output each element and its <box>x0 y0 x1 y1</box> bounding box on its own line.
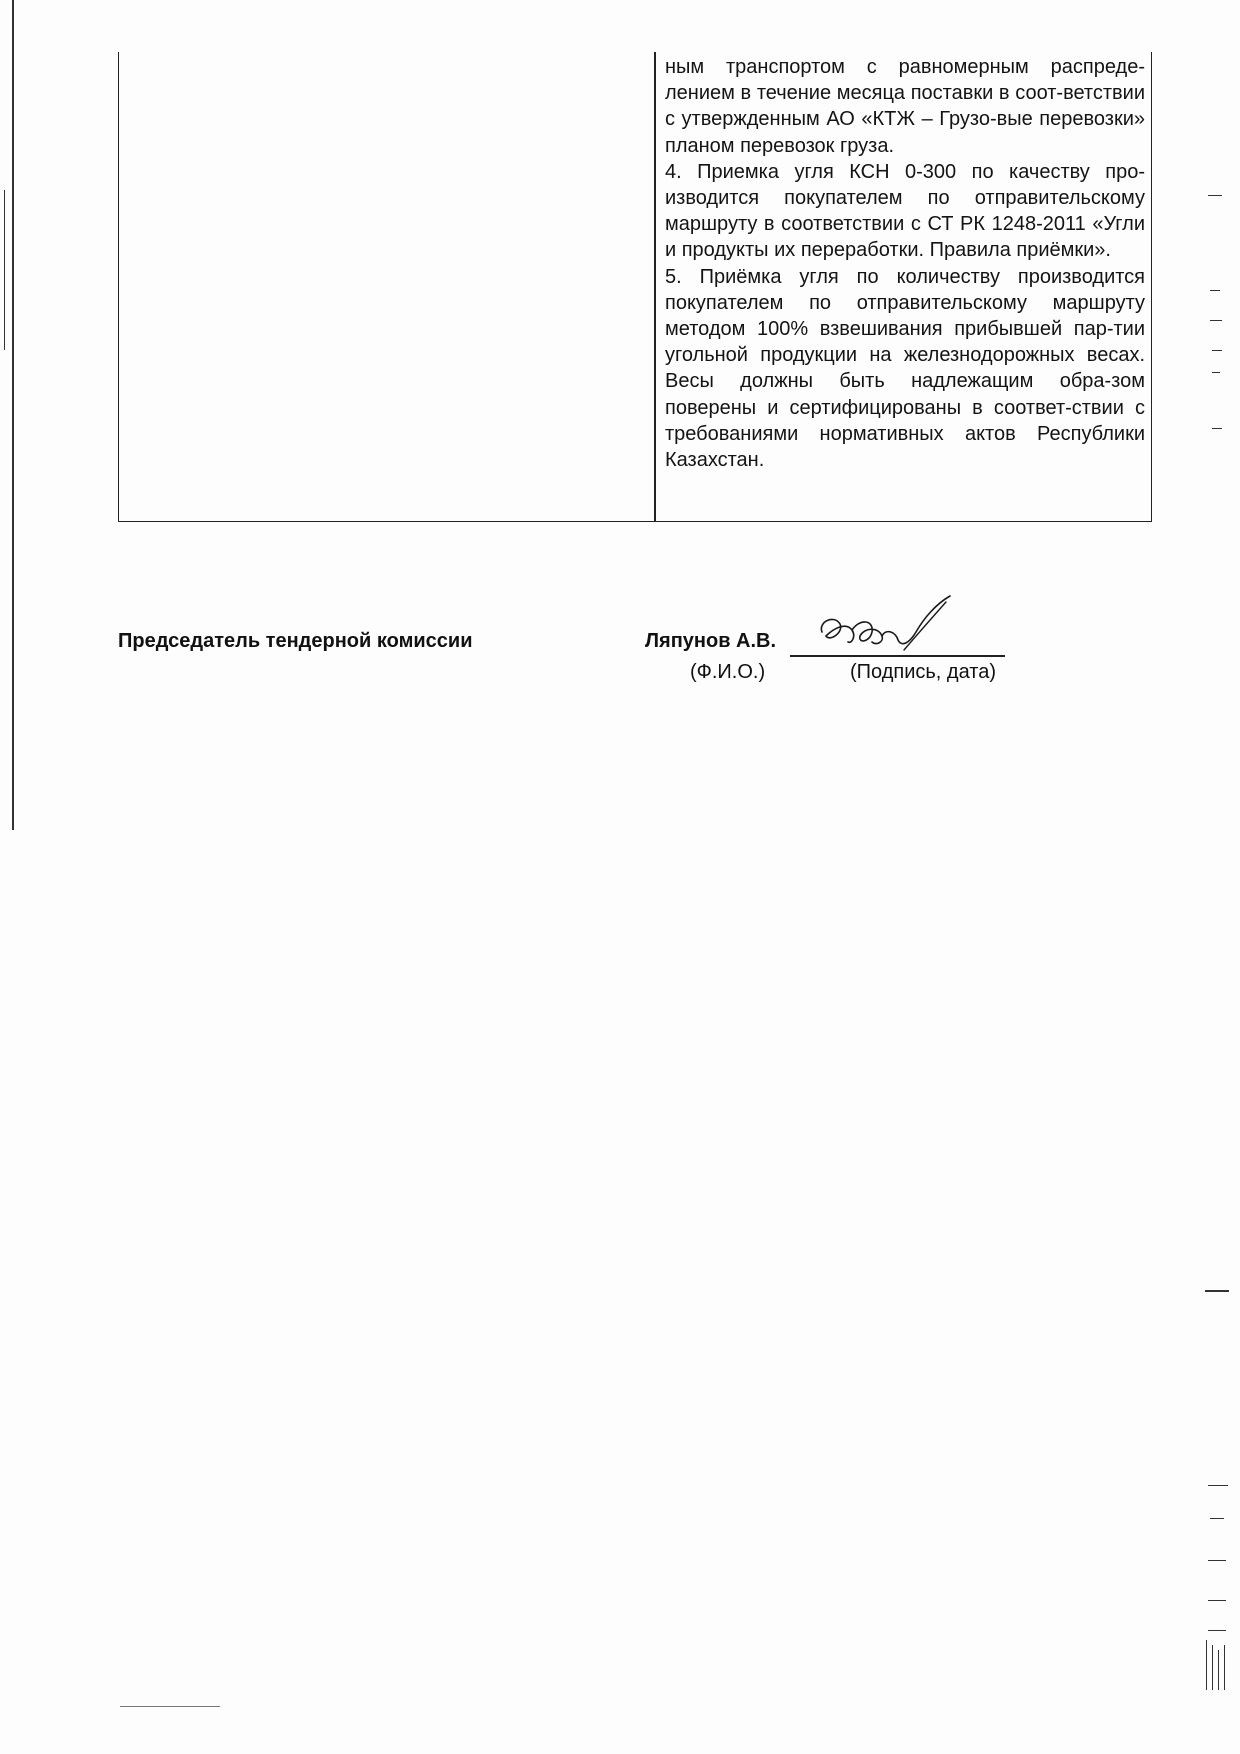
scan-edge-mark <box>1208 1560 1226 1561</box>
scan-edge-mark <box>1212 350 1222 351</box>
table-column-divider <box>654 52 656 521</box>
scan-edge-mark <box>1218 1650 1219 1690</box>
scan-edge-mark <box>1208 1630 1226 1631</box>
scan-edge-mark <box>1210 320 1222 321</box>
scan-edge-mark <box>1205 1290 1229 1292</box>
table-paragraph: 5. Приёмка угля по количеству производится покупателем по отправительскому маршруту методом 100% взвешивания прибывшей пар-тии угольной продукции на железнодорожных весах. Весы должны быть надлежащим обра-зом поверены и сертифицированы в соответ-ствии с требованиями нормативных актов Республики Казахстан. <box>665 265 1145 472</box>
scan-edge-mark <box>120 1706 220 1707</box>
table-paragraph: 4. Приемка угля КСН 0-300 по качеству про-изводится покупателем по отправительскому маршруту в соответствии с СТ РК 1248-2011 «Угли и продукты их переработки. Правила приёмки». <box>665 160 1145 262</box>
scan-edge-mark <box>1208 1600 1226 1601</box>
signature-date-caption: (Подпись, дата) <box>850 661 996 683</box>
scan-edge-mark <box>1206 1640 1207 1690</box>
chairman-role: Председатель тендерной комиссии <box>118 630 473 652</box>
scan-edge-mark <box>4 190 5 350</box>
table-right-cell <box>665 54 1145 473</box>
scan-edge-mark <box>1208 1485 1228 1486</box>
signer-name: Ляпунов А.В. <box>645 630 777 652</box>
fio-caption: (Ф.И.О.) <box>690 661 766 683</box>
scan-edge-mark <box>12 0 14 830</box>
scan-edge-mark <box>1210 1518 1224 1519</box>
continuation-table <box>118 52 1152 522</box>
table-paragraph: ным транспортом с равномерным распреде-лением в течение месяца поставки в соот-ветствии с утвержденным АО «КТЖ – Грузо-вые перевозки» планом перевозок груза. <box>665 56 1145 157</box>
scan-edge-mark <box>1212 428 1222 429</box>
scan-edge-mark <box>1210 290 1220 291</box>
scan-edge-mark <box>1212 372 1220 373</box>
handwritten-signature <box>812 592 962 664</box>
scan-edge-mark <box>1212 1645 1213 1690</box>
scan-edge-mark <box>1208 195 1222 196</box>
scan-edge-mark <box>1224 1645 1225 1690</box>
